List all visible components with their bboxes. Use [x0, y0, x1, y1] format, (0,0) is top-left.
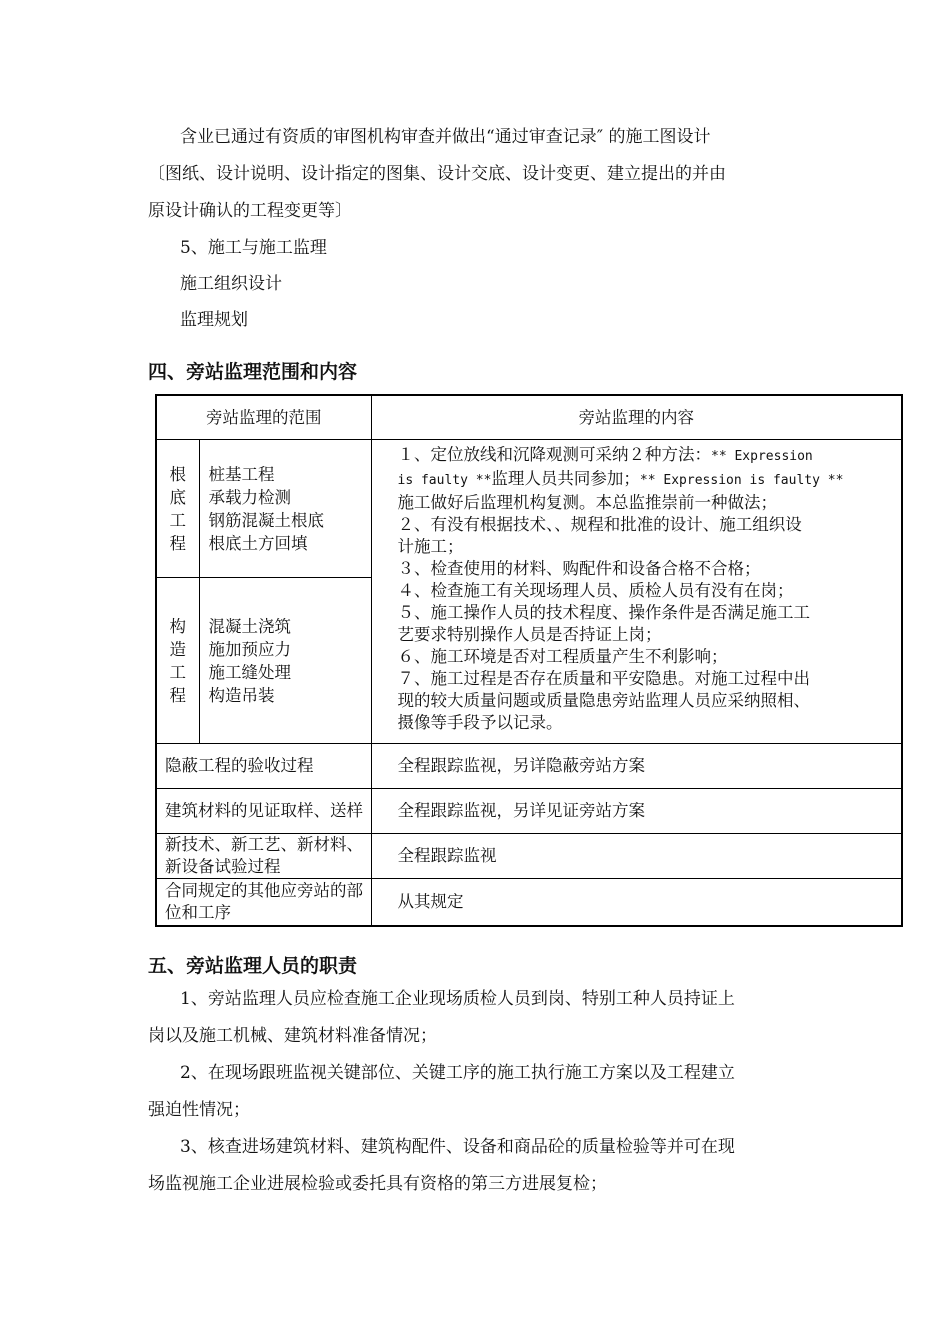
content-contract-other: 从其规定: [371, 879, 902, 927]
group-label-foundation: 根 底 工 程: [156, 440, 199, 578]
duty-line: 3、核查进场建筑材料、建筑构配件、设备和商品砼的质量检验等并可在现: [180, 1137, 735, 1157]
supervision-table: [155, 394, 903, 927]
intro-line: 监理规划: [180, 310, 248, 330]
duty-line: 2、在现场跟班监视关键部位、关键工序的施工执行施工方案以及工程建立: [180, 1063, 735, 1083]
supervision-content: １、定位放线和沉降观测可采纳２种方法：** Expression is faulty **监理人员共同参加；** Expression is faulty ** 施工做好后监理机构复测。本总监推崇前一种做法； ２、有没有根据技术、、规程和批准的设计、施工组织设 计施工； ３、检查使用的材料、购配件和设备合格不合格； ４、检查施工有关现场理人员、质检人员有没有在岗； ５、施工操作人员的技术程度、操作条件是否满足施工工 艺要求特别操作人员是否持证上岗； ６、施工环境是否对工程质量产生不利影响； ７、施工过程是否存在质量和平安隐患。对施工过程中出 现的较大质量问题或质量隐患旁站监理人员应采纳照相、 摄像等手段予以记录。: [371, 440, 902, 744]
duty-line: 岗以及施工机械、建筑材料准备情况；: [148, 1026, 437, 1046]
header-scope: 旁站监理的范围: [156, 395, 371, 440]
intro-line: 原设计确认的工程变更等〕: [148, 201, 352, 221]
intro-line: 施工组织设计: [180, 274, 282, 294]
group-items-structure: 混凝土浇筑 施加预应力 施工缝处理 构造吊装: [199, 578, 371, 744]
intro-line: 5、施工与施工监理: [180, 238, 327, 258]
intro-line: 含业已通过有资质的审图机构审查并做出“通过审查记录″ 的施工图设计: [180, 127, 711, 147]
duty-line: 强迫性情况；: [148, 1100, 250, 1120]
group-items-foundation: 桩基工程 承载力检测 钢筋混凝土根底 根底土方回填: [199, 440, 371, 578]
scope-hidden-works: 隐蔽工程的验收过程: [156, 744, 371, 789]
section-5-title: 五、旁站监理人员的职责: [148, 955, 358, 977]
content-material-sampling: 全程跟踪监视，另详见证旁站方案: [371, 789, 902, 834]
scope-new-technology: 新技术、新工艺、新材料、新设备试验过程: [156, 834, 371, 879]
scope-contract-other: 合同规定的其他应旁站的部位和工序: [156, 879, 371, 927]
duty-line: 1、旁站监理人员应检查施工企业现场质检人员到岗、特别工种人员持证上: [180, 989, 735, 1009]
header-content: 旁站监理的内容: [371, 395, 902, 440]
scope-material-sampling: 建筑材料的见证取样、送样: [156, 789, 371, 834]
intro-line: 〔图纸、设计说明、设计指定的图集、设计交底、设计变更、建立提出的并由: [148, 164, 726, 184]
duty-line: 场监视施工企业进展检验或委托具有资格的第三方进展复检；: [148, 1174, 607, 1194]
group-label-structure: 构 造 工 程: [156, 578, 199, 744]
content-hidden-works: 全程跟踪监视，另详隐蔽旁站方案: [371, 744, 902, 789]
content-new-technology: 全程跟踪监视: [371, 834, 902, 879]
section-4-title: 四、旁站监理范围和内容: [148, 361, 358, 383]
